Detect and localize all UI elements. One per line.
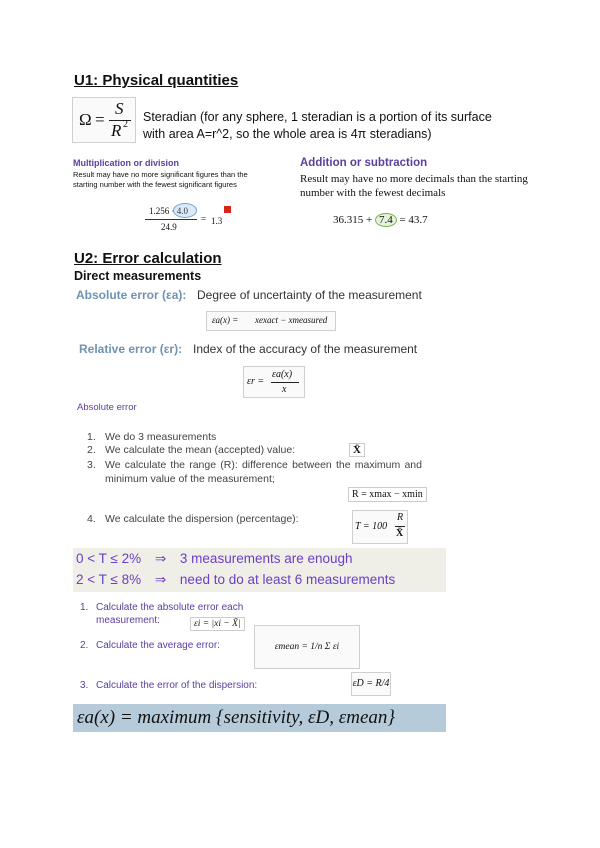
final-formula: εa(x) = maximum {sensitivity, εD, εmean} bbox=[73, 704, 446, 732]
relative-error-desc: Index of the accuracy of the measurement bbox=[193, 342, 418, 356]
rel-formula-lhs: εr = bbox=[247, 376, 265, 387]
step-2-number: 2. bbox=[87, 444, 96, 456]
condition-2-result: need to do at least 6 measurements bbox=[179, 572, 396, 587]
add-left: 36.315 + bbox=[333, 214, 373, 226]
u1-heading: U1: Physical quantities bbox=[74, 72, 239, 89]
step2-1-number: 1. bbox=[80, 602, 89, 613]
step-4-number: 4. bbox=[87, 513, 96, 525]
dispersion-lhs: T = 100 bbox=[355, 521, 388, 532]
absolute-error-label: Absolute error (εa): bbox=[76, 288, 187, 302]
relative-error-formula bbox=[243, 366, 305, 398]
red-square-icon bbox=[224, 206, 231, 213]
condition-2-cond: 2 < T ≤ 8% bbox=[76, 572, 142, 587]
range-formula: R = xmax − xmin bbox=[348, 487, 427, 502]
add-text-2: number with the fewest decimals bbox=[300, 187, 446, 199]
step-2 bbox=[87, 444, 295, 456]
condition-1-result: 3 measurements are enough bbox=[179, 551, 353, 566]
u2-heading: U2: Error calculation bbox=[74, 250, 222, 267]
mult-title: Multiplication or division bbox=[73, 158, 180, 168]
numerator-s: S bbox=[115, 99, 124, 118]
solid-angle-formula bbox=[72, 97, 136, 143]
step-3 bbox=[87, 458, 422, 486]
dispersion-bar bbox=[395, 526, 405, 527]
abs-formula-rhs: xexact − xmeasured bbox=[255, 315, 328, 325]
step2-1-text: Calculate the absolute error each measurement: bbox=[96, 602, 244, 626]
denominator-r: R bbox=[111, 121, 122, 140]
step-3-text: We calculate the range (R): difference between the maximum and minimum value of the measurement; bbox=[105, 459, 422, 485]
equals-sign: = bbox=[95, 110, 105, 129]
mult-fraction-bar bbox=[145, 219, 197, 220]
step2-2 bbox=[80, 640, 220, 651]
steradian-text-1: Steradian (for any sphere, 1 steradian is a portion of its surface bbox=[143, 110, 492, 124]
condition-1 bbox=[76, 551, 353, 567]
step-1-number: 1. bbox=[87, 431, 96, 443]
step-4-text: We calculate the dispersion (percentage): bbox=[105, 513, 299, 525]
mean-symbol-box: X̄ bbox=[349, 443, 365, 457]
rel-formula-den: x bbox=[282, 384, 287, 395]
mult-denominator: 24.9 bbox=[161, 222, 177, 232]
condition-1-arrow: ⇒ bbox=[154, 551, 167, 566]
step2-3-text: Calculate the error of the dispersion: bbox=[96, 680, 258, 691]
absolute-error-heading: Absolute error bbox=[77, 402, 137, 413]
rel-formula-num: εa(x) bbox=[272, 369, 293, 380]
dispersion-num: R bbox=[397, 512, 404, 523]
rel-fraction-bar bbox=[271, 382, 299, 383]
add-highlight: 7.4 bbox=[375, 213, 397, 227]
step-3-number: 3. bbox=[87, 459, 96, 471]
conditions-box bbox=[73, 548, 446, 592]
step2-3-formula: εD = R/4 bbox=[351, 672, 391, 696]
relative-error-label: Relative error (εr): bbox=[79, 342, 183, 356]
mult-numerator: 1.256 · 4.0 bbox=[149, 206, 188, 216]
mult-text-2: starting number with the fewest significant figures bbox=[73, 180, 237, 189]
mult-highlight-ellipse bbox=[173, 203, 197, 218]
omega-symbol: Ω bbox=[79, 110, 92, 129]
condition-1-cond: 0 < T ≤ 2% bbox=[76, 551, 142, 566]
absolute-error-formula bbox=[206, 311, 336, 331]
steradian-text-2: with area A=r^2, so the whole area is 4π steradians) bbox=[143, 127, 432, 141]
add-example bbox=[333, 213, 428, 227]
exponent-2: 2 bbox=[123, 119, 128, 130]
abs-formula-lhs: εa(x) = bbox=[212, 315, 239, 325]
add-right: = 43.7 bbox=[399, 214, 428, 226]
step-2-text: We calculate the mean (accepted) value: bbox=[105, 444, 296, 456]
mult-result: 1.3 bbox=[211, 216, 223, 226]
condition-2-arrow: ⇒ bbox=[154, 572, 167, 587]
add-title: Addition or subtraction bbox=[300, 157, 428, 169]
mult-text-1: Result may have no more significant figures than the bbox=[73, 170, 248, 179]
step2-3 bbox=[80, 680, 257, 691]
step-1-text: We do 3 measurements bbox=[105, 431, 217, 443]
step-1 bbox=[87, 431, 216, 443]
absolute-error-desc: Degree of uncertainty of the measurement bbox=[197, 288, 422, 302]
step2-2-formula: εmean = 1/n Σ εi bbox=[254, 625, 360, 669]
condition-2 bbox=[76, 572, 395, 588]
step-4 bbox=[87, 513, 299, 525]
mult-equals: = bbox=[201, 214, 207, 224]
dispersion-den: X̄ bbox=[396, 528, 404, 539]
step2-2-text: Calculate the average error: bbox=[96, 640, 220, 651]
dispersion-formula bbox=[352, 510, 408, 544]
step2-3-number: 3. bbox=[80, 680, 89, 691]
step2-1-formula: εi = |xi − X̄| bbox=[190, 617, 245, 631]
direct-measurements: Direct measurements bbox=[74, 269, 202, 283]
step2-2-number: 2. bbox=[80, 640, 89, 651]
add-text-1: Result may have no more decimals than the starting bbox=[300, 173, 528, 185]
